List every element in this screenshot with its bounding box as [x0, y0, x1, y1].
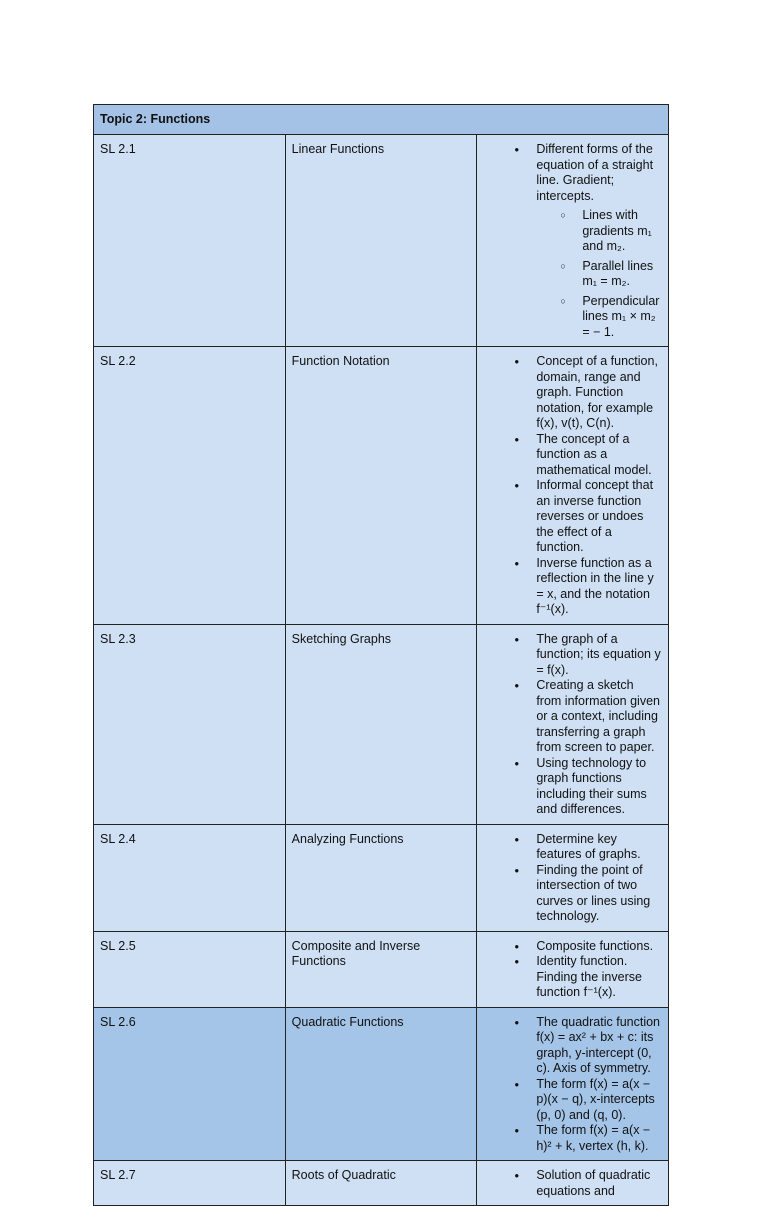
- topic-name: Quadratic Functions: [285, 1007, 477, 1161]
- content-list: [483, 939, 662, 1001]
- table-row: [94, 1007, 669, 1161]
- table-row: [94, 135, 669, 347]
- topic-content: [477, 135, 669, 347]
- list-item: [536, 756, 662, 818]
- list-item: [536, 432, 662, 479]
- topic-name: Function Notation: [285, 347, 477, 625]
- topic-content: [477, 824, 669, 931]
- list-item-text: Using technology to graph functions including their sums and differences.: [536, 755, 647, 816]
- topic-code: SL 2.2: [94, 347, 286, 625]
- list-item: [536, 142, 662, 340]
- list-item: [536, 632, 662, 679]
- topic-name: Sketching Graphs: [285, 624, 477, 824]
- topic-content: [477, 347, 669, 625]
- topic-code: SL 2.3: [94, 624, 286, 824]
- content-list: [483, 354, 662, 618]
- content-list: [483, 832, 662, 925]
- topic-name: Roots of Quadratic: [285, 1161, 477, 1206]
- list-item-text: Concept of a function, domain, range and graph. Function notation, for example f(x), v(t), C(n).: [536, 354, 658, 430]
- content-list: [483, 1015, 662, 1155]
- list-item: [536, 863, 662, 925]
- sub-list-item: ○ Lines with gradients m₁ and m₂.: [582, 208, 662, 255]
- content-list: [483, 632, 662, 818]
- list-item-text: Different forms of the equation of a straight line. Gradient; intercepts.: [536, 142, 654, 203]
- list-item-text: Composite functions.: [536, 938, 654, 953]
- topic-code: SL 2.6: [94, 1007, 286, 1161]
- table-row: [94, 931, 669, 1007]
- list-item: [536, 832, 662, 863]
- table-row: [94, 824, 669, 931]
- sub-list-item: ○ Parallel lines m₁ = m₂.: [582, 259, 662, 290]
- sub-list: [536, 208, 662, 340]
- topic-name: Linear Functions: [285, 135, 477, 347]
- list-item-text: The concept of a function as a mathematical model.: [536, 431, 652, 477]
- list-item-text: The form f(x) = a(x − p)(x − q), x-intercepts (p, 0) and (q, 0).: [536, 1076, 655, 1122]
- content-list: [483, 1168, 662, 1199]
- list-item-text: The form f(x) = a(x − h)² + k, vertex (h, k).: [536, 1123, 651, 1153]
- topic-content: [477, 1007, 669, 1161]
- topic-content: [477, 1161, 669, 1206]
- table-row: [94, 347, 669, 625]
- list-item-text: Solution of quadratic equations and: [536, 1168, 651, 1198]
- list-item: [536, 556, 662, 618]
- table-title-row: [94, 105, 669, 135]
- content-list: [483, 142, 662, 340]
- list-item: [536, 1123, 662, 1154]
- topic-code: SL 2.7: [94, 1161, 286, 1206]
- topic-code: SL 2.1: [94, 135, 286, 347]
- list-item: [536, 478, 662, 556]
- list-item: [536, 939, 662, 955]
- list-item-text: The graph of a function; its equation y = f(x).: [536, 631, 661, 677]
- topic-code: SL 2.5: [94, 931, 286, 1007]
- syllabus-table: [93, 104, 669, 1206]
- list-item: [536, 678, 662, 756]
- list-item-text: Inverse function as a reflection in the line y = x, and the notation f⁻¹(x).: [536, 555, 654, 616]
- list-item: [536, 1168, 662, 1199]
- table-row: [94, 1161, 669, 1206]
- list-item-text: Finding the point of intersection of two curves or lines using technology.: [536, 862, 651, 923]
- list-item-text: Informal concept that an inverse function reverses or undoes the effect of a function.: [536, 478, 654, 554]
- list-item-text: Determine key features of graphs.: [536, 831, 641, 861]
- topic-content: [477, 931, 669, 1007]
- list-item: [536, 354, 662, 432]
- list-item: [536, 1077, 662, 1124]
- table-title: Topic 2: Functions: [94, 105, 669, 135]
- sub-list-item: ○ Perpendicular lines m₁ × m₂ = − 1.: [582, 294, 662, 341]
- list-item-text: Identity function. Finding the inverse function f⁻¹(x).: [536, 954, 642, 999]
- table-row: [94, 624, 669, 824]
- list-item: [536, 954, 662, 1001]
- list-item-text: Creating a sketch from information given or a context, including transferring a graph from screen to paper.: [536, 678, 660, 754]
- topic-code: SL 2.4: [94, 824, 286, 931]
- topic-content: [477, 624, 669, 824]
- list-item-text: The quadratic function f(x) = ax² + bx + c: its graph, y-intercept (0, c). Axis of symmetry.: [536, 1014, 661, 1075]
- topic-name: Composite and Inverse Functions: [285, 931, 477, 1007]
- topic-name: Analyzing Functions: [285, 824, 477, 931]
